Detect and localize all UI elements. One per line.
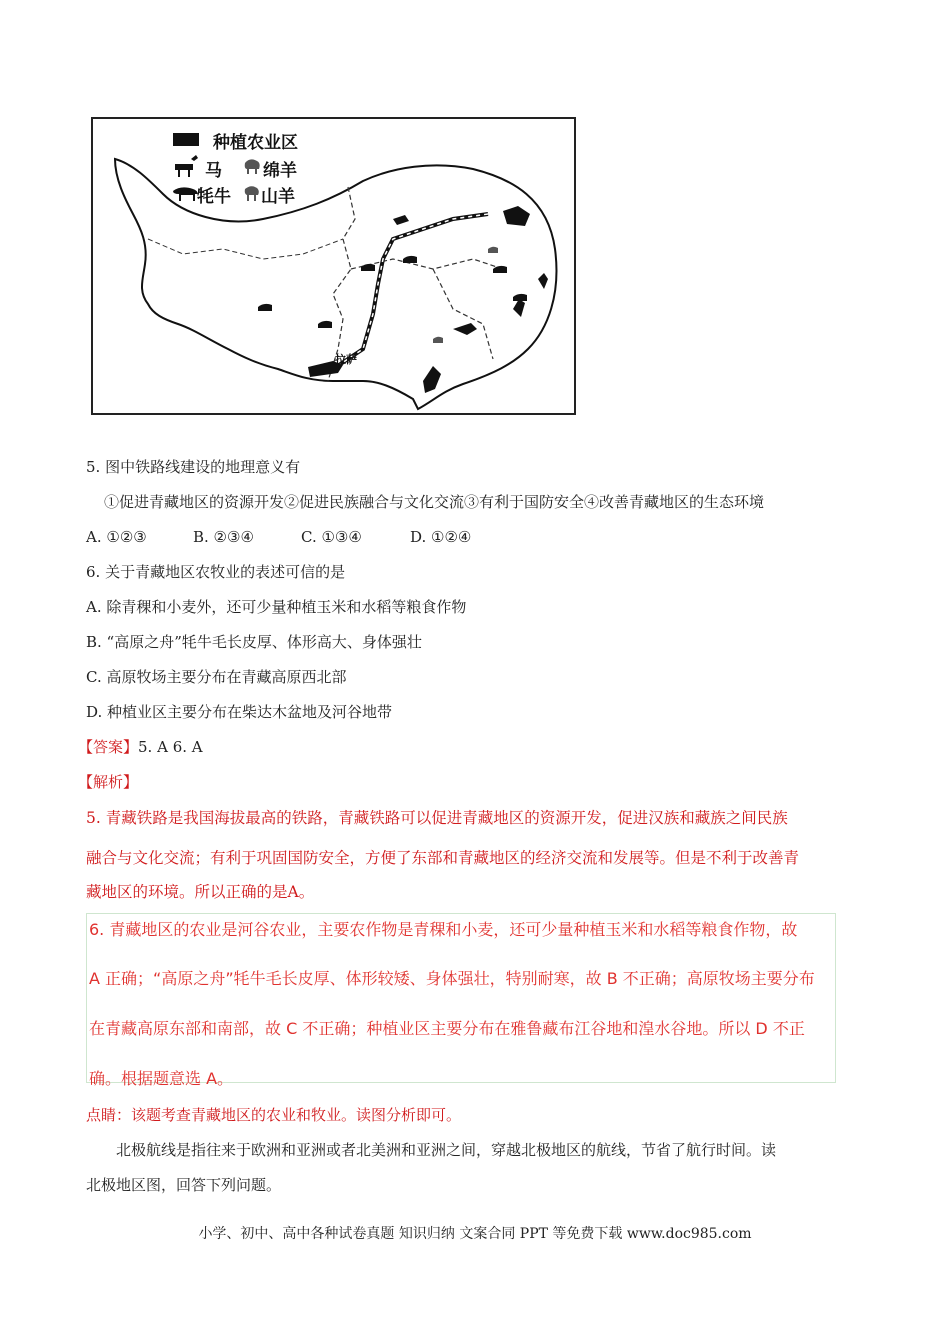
analysis-q6-line-3: 在青藏高原东部和南部，故 C 不正确；种植业区主要分布在雅鲁藏布江谷地和湟水谷地。所以 D 不正 <box>89 1019 805 1038</box>
province-border <box>328 187 355 381</box>
analysis-tip: 点睛：该题考查青藏地区的农业和牧业。读图分析即可。 <box>86 1106 462 1124</box>
yak-icon <box>173 187 198 201</box>
q5-option-a: A. ①②③ <box>86 528 147 546</box>
q6-option-b: B. “高原之舟”牦牛毛长皮厚、体形高大、身体强壮 <box>86 633 422 651</box>
horse-icon <box>493 266 507 273</box>
horse-icon <box>403 256 417 263</box>
legend-sheep: 绵羊 <box>263 161 297 181</box>
legend-goat: 山羊 <box>261 187 295 207</box>
horse-icon <box>175 155 198 177</box>
crop-area <box>538 273 548 289</box>
legend-crop: 种植农业区 <box>213 133 298 153</box>
lhasa-label: 拉萨 <box>335 353 357 366</box>
q6-stem: 6. 关于青藏地区农牧业的表述可信的是 <box>86 563 346 581</box>
q5-option-b: B. ②③④ <box>193 528 254 546</box>
analysis-q5-line-1: 5. 青藏铁路是我国海拔最高的铁路，青藏铁路可以促进青藏地区的资源开发，促进汉族和藏族之间民族 <box>86 809 788 827</box>
analysis-q6-line-2: A 正确；“高原之舟”牦牛毛长皮厚、体形较矮、身体强壮，特别耐寒，故 B 不正确；高原牧场主要分布 <box>89 969 815 988</box>
analysis-q6-line-4: 确。根据题意选 A。 <box>89 1069 234 1088</box>
legend-yak: 牦牛 <box>197 187 231 207</box>
q5-stem: 5. 图中铁路线建设的地理意义有 <box>86 458 301 476</box>
sheep-icon <box>433 337 443 343</box>
analysis-q6-line-1: 6. 青藏地区的农业是河谷农业，主要农作物是青稞和小麦，还可少量种植玉米和水稻等粮食作物，故 <box>89 920 798 939</box>
yak-icon <box>318 321 332 328</box>
answer-text: 5. A 6. A <box>138 738 203 756</box>
intro-line-1: 北极航线是指往来于欧洲和亚洲或者北美洲和亚洲之间，穿越北极地区的航线，节省了航行时间。读 <box>116 1141 777 1159</box>
crop-area <box>393 215 409 225</box>
q6-option-a: A. 除青稞和小麦外，还可少量种植玉米和水稻等粮食作物 <box>86 598 467 616</box>
yak-icon <box>513 294 527 301</box>
page-footer: 小学、初中、高中各种试卷真题 知识归纳 文案合同 PPT 等免费下载 www.doc985.com <box>198 1226 752 1242</box>
analysis-q5-line-2: 融合与文化交流；有利于巩固国防安全，方便了东部和青藏地区的经济交流和发展等。但是不利于改善青 <box>86 849 800 867</box>
q5-statements: ①促进青藏地区的资源开发②促进民族融合与文化交流③有利于国防安全④改善青藏地区的生态环境 <box>104 493 765 511</box>
answer-line <box>78 737 203 757</box>
q6-option-d: D. 种植业区主要分布在柴达木盆地及河谷地带 <box>86 703 393 721</box>
crop-legend-swatch <box>173 133 199 146</box>
q6-option-c: C. 高原牧场主要分布在青藏高原西北部 <box>86 668 347 686</box>
q5-option-c: C. ①③④ <box>301 528 362 546</box>
yak-icon <box>361 264 375 271</box>
sheep-icon <box>488 247 498 253</box>
sheep-icon <box>245 159 260 174</box>
province-border <box>433 269 493 359</box>
map-drawing <box>93 119 578 417</box>
analysis-q5-line-3: 藏地区的环境。所以正确的是A。 <box>86 883 315 901</box>
railway-line <box>333 214 488 369</box>
analysis-label: 【解析】 <box>78 773 139 791</box>
crop-area <box>423 366 441 393</box>
qinghai-tibet-map <box>91 117 576 415</box>
yak-icon <box>258 304 272 311</box>
intro-line-2: 北极地区图，回答下列问题。 <box>86 1176 282 1194</box>
province-border <box>148 239 343 259</box>
crop-area <box>503 206 530 226</box>
railway-line-inner <box>333 214 488 369</box>
answer-label: 【答案】 <box>78 738 139 756</box>
crop-area <box>453 323 477 335</box>
legend-horse: 马 <box>205 161 222 181</box>
crop-area <box>513 299 525 317</box>
goat-icon <box>245 186 259 201</box>
analysis-q6-box <box>86 913 836 1088</box>
q5-option-d: D. ①②④ <box>410 528 472 546</box>
